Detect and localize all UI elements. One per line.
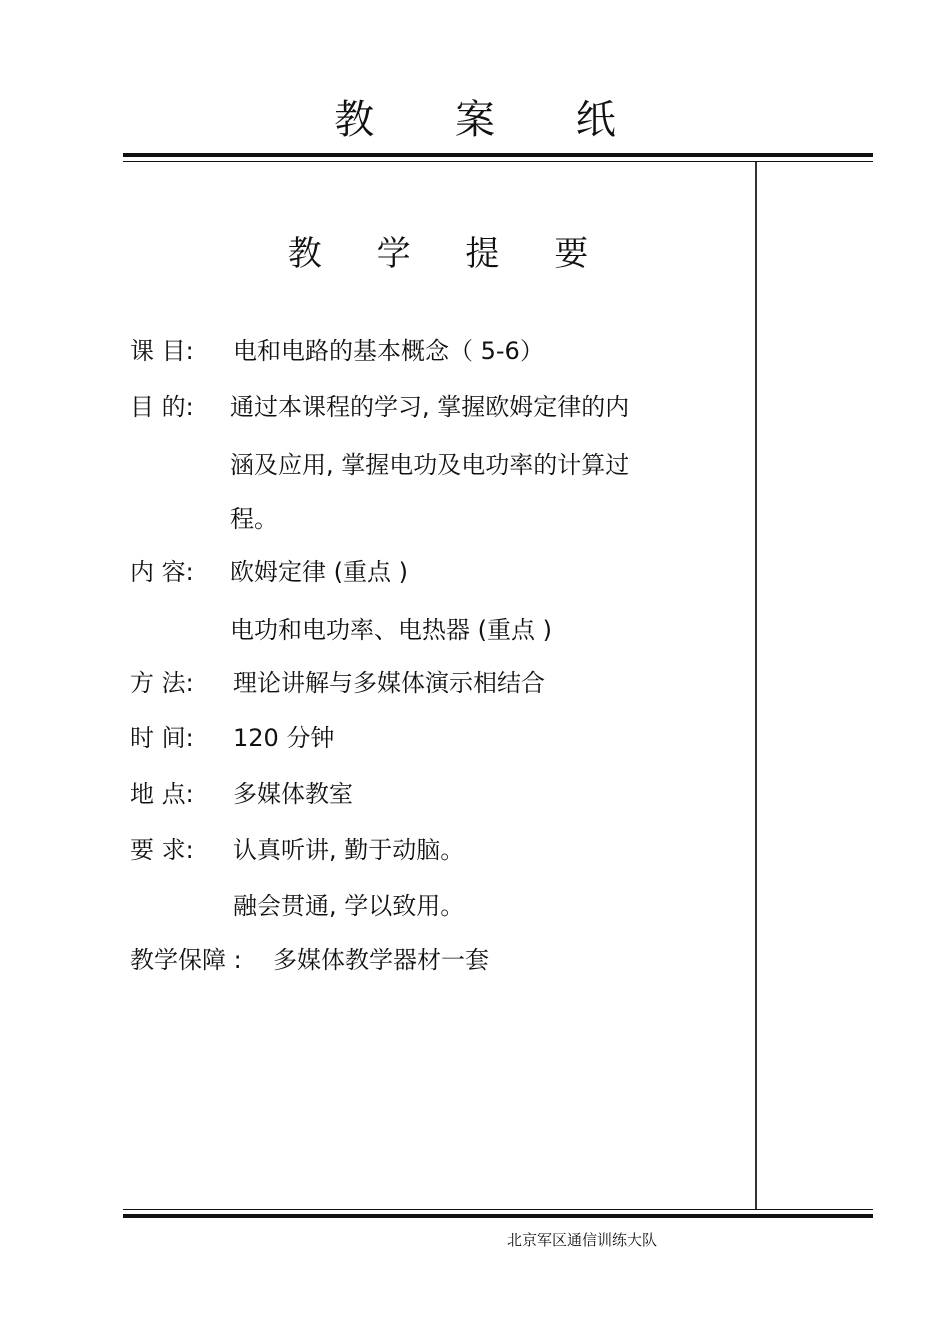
header-rule-thick [123, 153, 873, 157]
location-label: 地 点: [130, 780, 194, 808]
method-value: 理论讲解与多媒体演示相结合 [233, 669, 545, 697]
footer-rule-thick [123, 1214, 873, 1218]
location-value: 多媒体教室 [233, 780, 353, 808]
requirements-line-1: 认真听讲, 勤于动脑。 [233, 836, 465, 864]
requirements-line-2: 融会贯通, 学以致用。 [233, 892, 465, 920]
content-label: 内 容: [130, 558, 194, 586]
course-label: 课 目: [130, 337, 194, 365]
purpose-label: 目 的: [130, 393, 194, 421]
time-value: 120 分钟 [233, 724, 335, 752]
purpose-line-2: 涵及应用, 掌握电功及电功率的计算过 [230, 451, 630, 479]
header-rule-thin [123, 161, 873, 162]
support-label: 教学保障 : [130, 946, 242, 974]
method-label: 方 法: [130, 669, 194, 697]
time-label: 时 间: [130, 724, 194, 752]
footer-organization: 北京军区通信训练大队 [507, 1231, 658, 1249]
purpose-line-1: 通过本课程的学习, 掌握欧姆定律的内 [230, 393, 630, 421]
support-value: 多媒体教学器材一套 [273, 946, 489, 974]
footer-rule-thin [123, 1209, 873, 1210]
content-line-2: 电功和电功率、电热器 (重点 ) [230, 616, 552, 644]
page-title: 教 案 纸 [334, 97, 650, 143]
course-value: 电和电路的基本概念（ 5-6） [233, 337, 544, 365]
requirements-label: 要 求: [130, 836, 194, 864]
section-title: 教 学 提 要 [287, 234, 611, 274]
purpose-line-3: 程。 [230, 505, 278, 533]
right-margin-line [755, 162, 757, 1210]
content-line-1: 欧姆定律 (重点 ) [230, 558, 408, 586]
